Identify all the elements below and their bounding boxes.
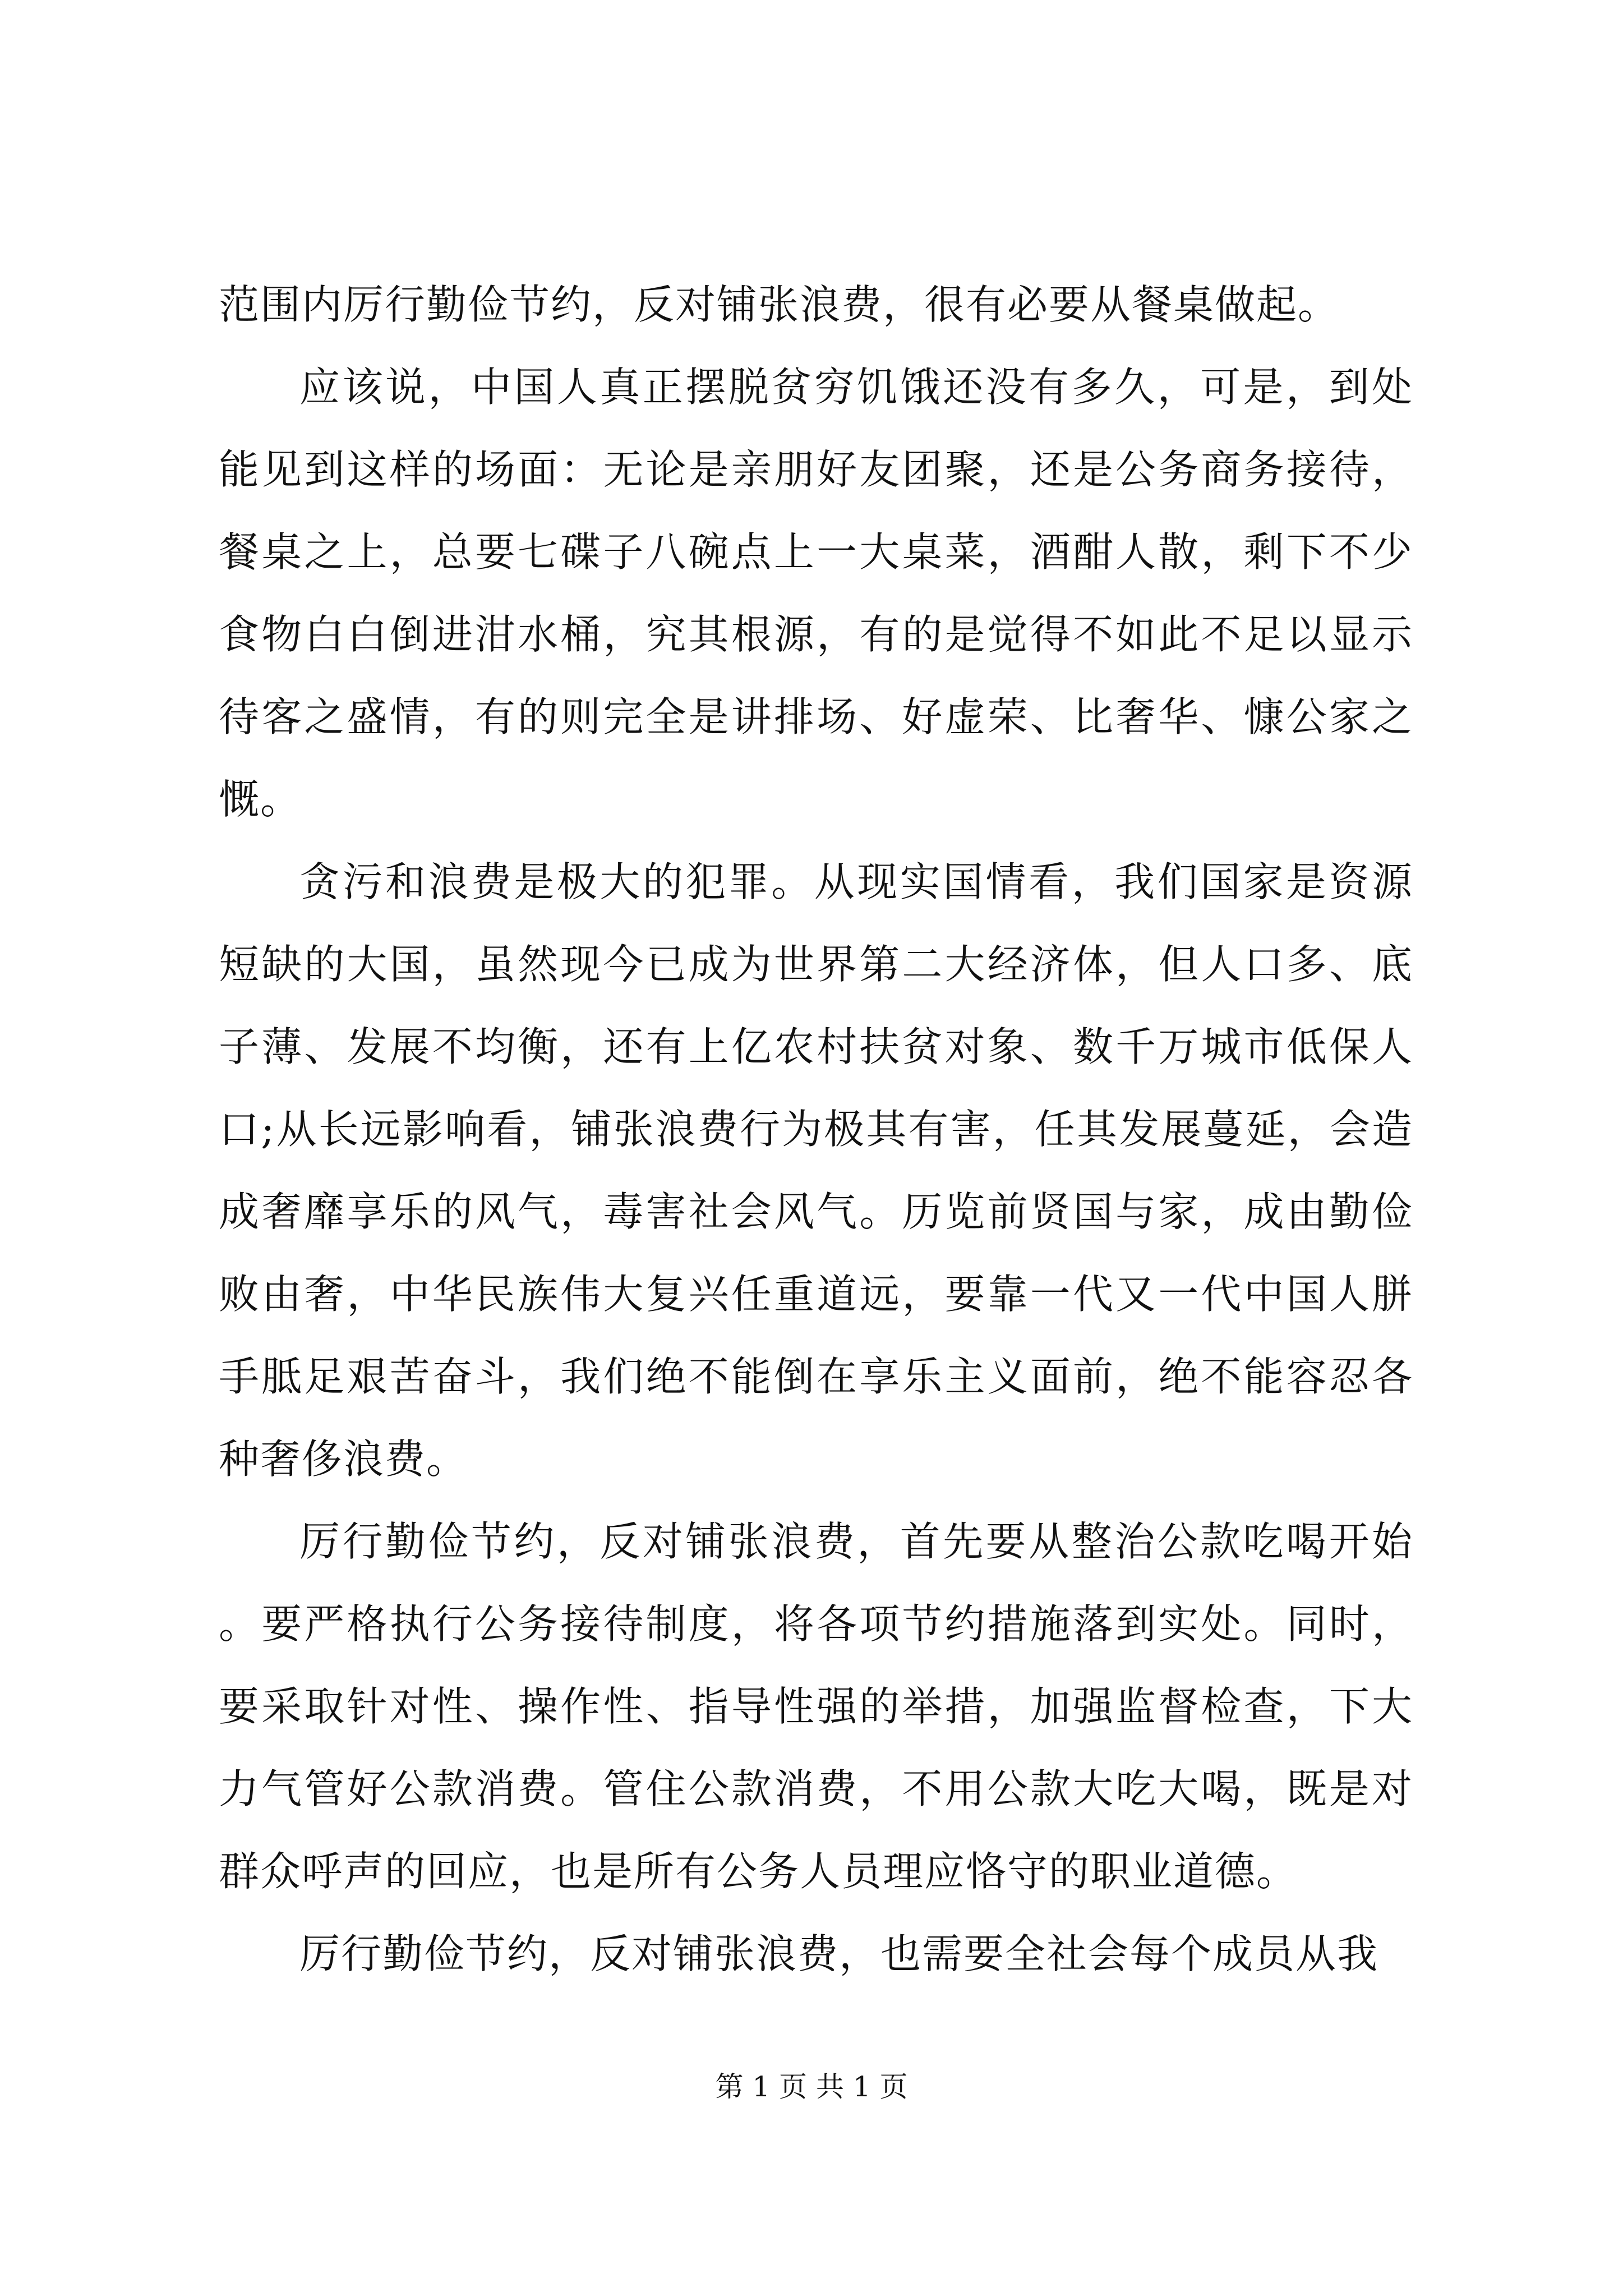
paragraph-continuation: 范围内厉行勤俭节约，反对铺张浪费，很有必要从餐桌做起。 [219,281,1340,328]
page-footer: 第 1 页 共 1 页 [715,2070,908,2103]
paragraph-waste-crime: 贪污和浪费是极大的犯罪。从现实国情看，我们国家是资源短缺的大国，虽然现今已成为世界第二大经济体，但人口多、底子薄、发展不均衡，还有上亿农村扶贫对象、数千万城市低保人口;从长远影响看，铺张浪费行为极其有害，任其发展蔓延，会造成奢靡享乐的风气，毒害社会风气。历览前贤国与家，成由勤俭败由奢，中华民族伟大复兴任重道远，要靠一代又一代中国人胼手胝足艰苦奋斗，我们绝不能倒在享乐主义面前，绝不能容忍各种奢侈浪费。 [219,858,1413,1483]
document-body [219,264,1413,1995]
paragraph-dining-scene: 应该说，中国人真正摆脱贫穷饥饿还没有多久，可是，到处能见到这样的场面：无论是亲朋好友团聚，还是公务商务接待，餐桌之上，总要七碟子八碗点上一大桌菜，酒酣人散，剩下不少食物白白倒进泔水桶，究其根源，有的是觉得不如此不足以显示待客之盛情，有的则完全是讲排场、好虚荣、比奢华、慷公家之慨。 [219,364,1413,823]
paragraph-society: 厉行勤俭节约，反对铺张浪费，也需要全社会每个成员从我 [299,1930,1379,1977]
paragraph-public-funds: 厉行勤俭节约，反对铺张浪费，首先要从整治公款吃喝开始。要严格执行公务接待制度，将各项节约措施落到实处。同时，要采取针对性、操作性、指导性强的举措，加强监督检查，下大力气管好公款消费。管住公款消费，不用公款大吃大喝，既是对群众呼声的回应，也是所有公务人员理应恪守的职业道德。 [219,1518,1413,1895]
